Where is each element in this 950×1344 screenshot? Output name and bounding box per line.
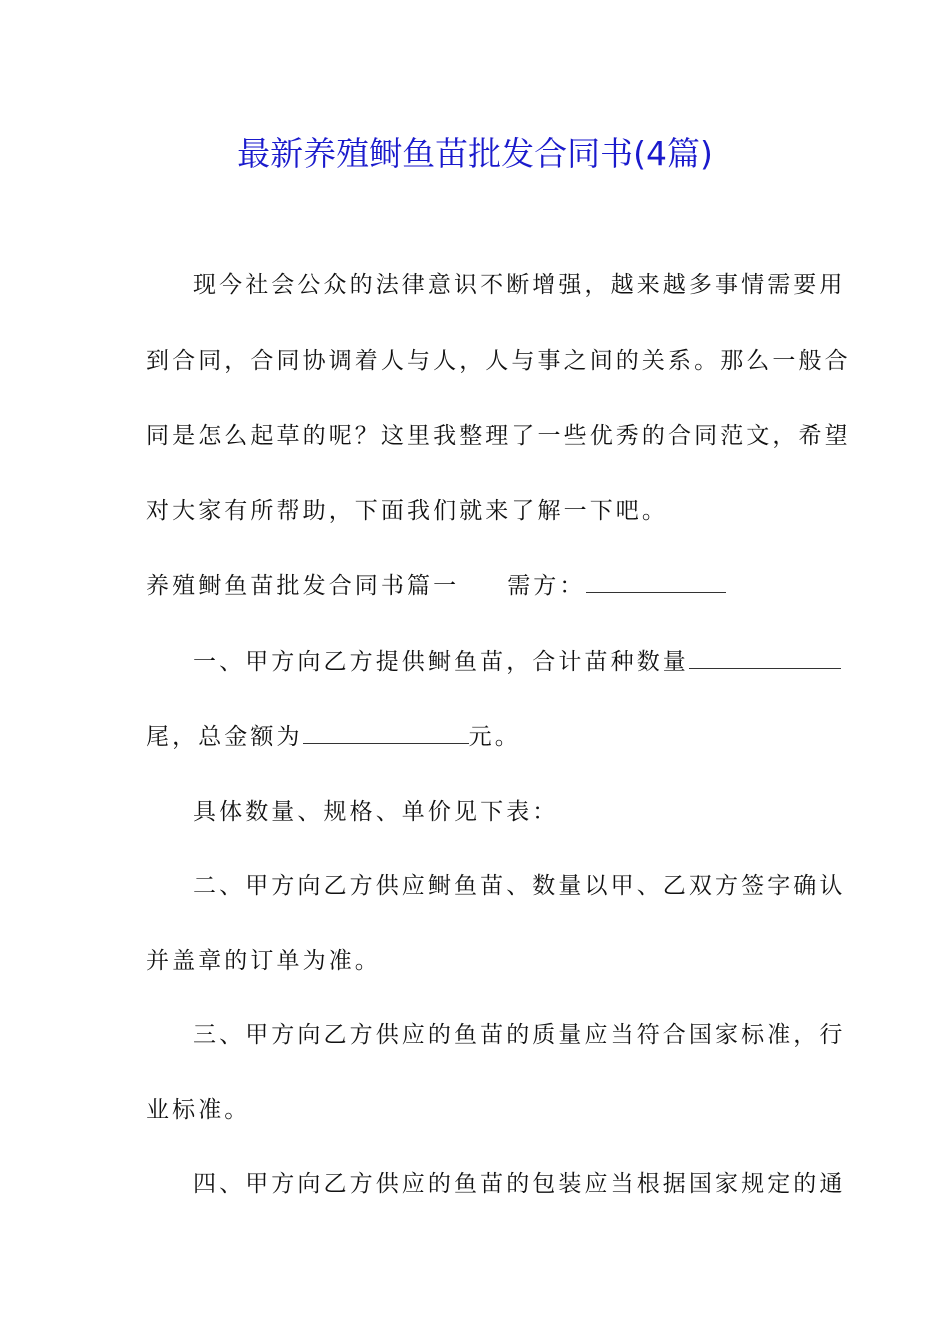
clause-1-amount-suffix: 元。 xyxy=(468,724,521,750)
intro-line-2: 到合同，合同协调着人与人，人与事之间的关系。那么一般合 xyxy=(146,348,851,374)
section-heading-row xyxy=(146,569,806,603)
clause-3-line-1: 三、甲方向乙方供应的鱼苗的质量应当符合国家标准，行 xyxy=(193,1022,846,1048)
quantity-blank xyxy=(689,646,841,669)
clause-1-line-2 xyxy=(146,720,806,754)
intro-line-3: 同是怎么起草的呢？这里我整理了一些优秀的合同范文，希望 xyxy=(146,423,851,449)
amount-blank xyxy=(303,721,469,744)
clause-2-line-2: 并盖章的订单为准。 xyxy=(146,948,381,974)
intro-line-4: 对大家有所帮助，下面我们就来了解一下吧。 xyxy=(146,498,668,524)
section-heading: 养殖鲥鱼苗批发合同书篇一 xyxy=(146,573,460,599)
clause-1-amount-prefix: 尾，总金额为 xyxy=(146,724,303,750)
buyer-label: 需方： xyxy=(507,573,586,599)
table-note: 具体数量、规格、单价见下表： xyxy=(193,799,559,825)
clause-4-line-1: 四、甲方向乙方供应的鱼苗的包装应当根据国家规定的通 xyxy=(193,1171,846,1197)
clause-2-line-1: 二、甲方向乙方供应鲥鱼苗、数量以甲、乙双方签字确认 xyxy=(193,873,846,899)
clause-1-text: 一、甲方向乙方提供鲥鱼苗，合计苗种数量 xyxy=(193,649,689,675)
document-title: 最新养殖鲥鱼苗批发合同书(4篇) xyxy=(237,134,713,173)
clause-1-line-1 xyxy=(193,645,806,679)
buyer-blank xyxy=(586,570,726,593)
clause-3-line-2: 业标准。 xyxy=(146,1097,251,1123)
intro-line-1: 现今社会公众的法律意识不断增强，越来越多事情需要用 xyxy=(193,272,846,298)
